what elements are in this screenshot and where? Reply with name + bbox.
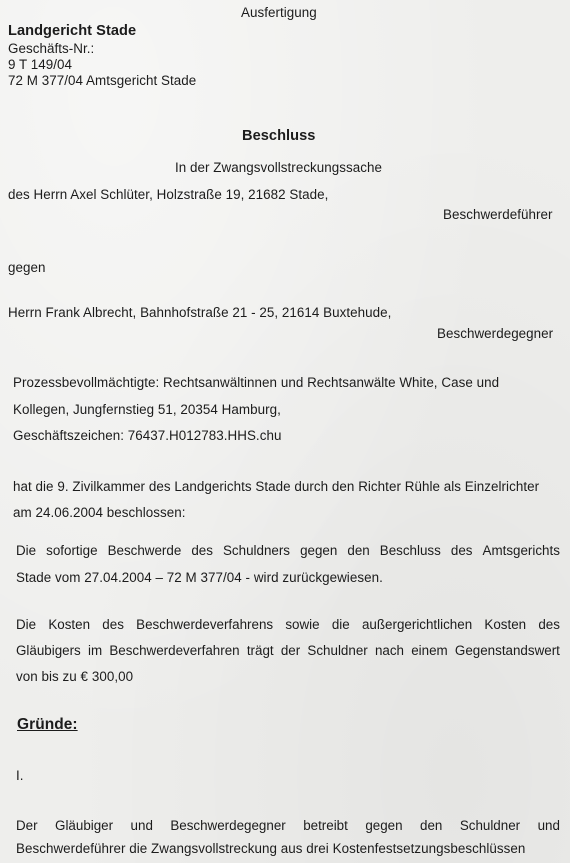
word: Die <box>16 543 37 558</box>
word: des <box>450 543 473 558</box>
copy-note: Ausfertigung <box>241 5 317 20</box>
word: Beschwerdegegner <box>170 818 286 833</box>
reasons-heading: Gründe: <box>17 716 78 733</box>
word: betreibt <box>303 818 348 833</box>
costs-line-2 <box>16 643 560 659</box>
word: Beschluss <box>379 543 441 558</box>
word: trägt <box>246 643 274 658</box>
ruling-line-1 <box>16 543 560 559</box>
word: den <box>347 543 370 558</box>
costs-line-1 <box>16 617 560 633</box>
file-number-label: Geschäfts-Nr.: <box>8 41 95 56</box>
word: des <box>191 543 213 558</box>
word: Schuldner <box>459 818 521 833</box>
reasons-line-2: Beschwerdeführer die Zwangsvollstreckung aus drei Kostenfestsetzungsbeschlüssen <box>16 841 526 856</box>
word: Kosten <box>48 617 91 632</box>
word: und <box>130 818 153 833</box>
document-title: Beschluss <box>242 128 316 144</box>
word: des <box>102 617 124 632</box>
decision-intro-line-1: hat die 9. Zivilkammer des Landgerichts Stade durch den Richter Rühle als Einzelrichter <box>13 479 540 494</box>
word: Die <box>16 617 37 632</box>
file-number-1: 9 T 149/04 <box>8 57 73 72</box>
word: außergerichtlichen <box>361 617 473 632</box>
appellant-role: Beschwerdeführer <box>443 207 553 222</box>
word: nach <box>374 643 404 658</box>
word: Schuldner <box>307 643 368 658</box>
counsel-line-3: Geschäftszeichen: 76437.H012783.HHS.chu <box>13 428 282 443</box>
reasons-line-1 <box>16 818 560 834</box>
word: einem <box>411 643 448 658</box>
word: Der <box>16 818 38 833</box>
respondent-role: Beschwerdegegner <box>437 326 554 341</box>
word: Gläubigers <box>16 643 81 658</box>
word: Gegenstandswert <box>454 643 560 658</box>
word: sowie <box>285 617 320 632</box>
word: im <box>87 643 103 658</box>
ruling-line-2: Stade vom 27.04.2004 – 72 M 377/04 - wird zurückgewiesen. <box>16 570 383 585</box>
word: sofortige <box>46 543 98 558</box>
word: Gläubiger <box>55 818 114 833</box>
against-line: gegen <box>8 260 46 275</box>
section-number: I. <box>16 768 24 783</box>
word: Beschwerdeverfahrens <box>136 617 274 632</box>
word: Amtsgerichts <box>482 543 560 558</box>
counsel-line-2: Kollegen, Jungfernstieg 51, 20354 Hamburg, <box>13 402 281 417</box>
word: den <box>420 818 443 833</box>
counsel-line-1: Prozessbevollmächtigte: Rechtsanwältinnen und Rechtsanwälte White, Case und <box>13 375 500 390</box>
court-name: Landgericht Stade <box>8 23 137 39</box>
word: gegen <box>365 818 403 833</box>
intro-line: In der Zwangsvollstreckungssache <box>175 160 383 175</box>
file-number-2: 72 M 377/04 Amtsgericht Stade <box>8 73 197 88</box>
word: die <box>331 617 350 632</box>
respondent-line: Herrn Frank Albrecht, Bahnhofstraße 21 - 25, 21614 Buxtehude, <box>8 305 392 320</box>
word: des <box>538 617 560 632</box>
word: gegen <box>300 543 338 558</box>
decision-intro-line-2: am 24.06.2004 beschlossen: <box>13 505 186 520</box>
word: Beschwerdeverfahren <box>109 643 240 658</box>
word: Kosten <box>484 617 527 632</box>
word: und <box>537 818 560 833</box>
word: Beschwerde <box>107 543 182 558</box>
costs-line-3: von bis zu € 300,00 <box>16 669 134 684</box>
appellant-line: des Herrn Axel Schlüter, Holzstraße 19, 21682 Stade, <box>8 187 329 202</box>
word: Schuldners <box>223 543 290 558</box>
word: der <box>280 643 301 658</box>
